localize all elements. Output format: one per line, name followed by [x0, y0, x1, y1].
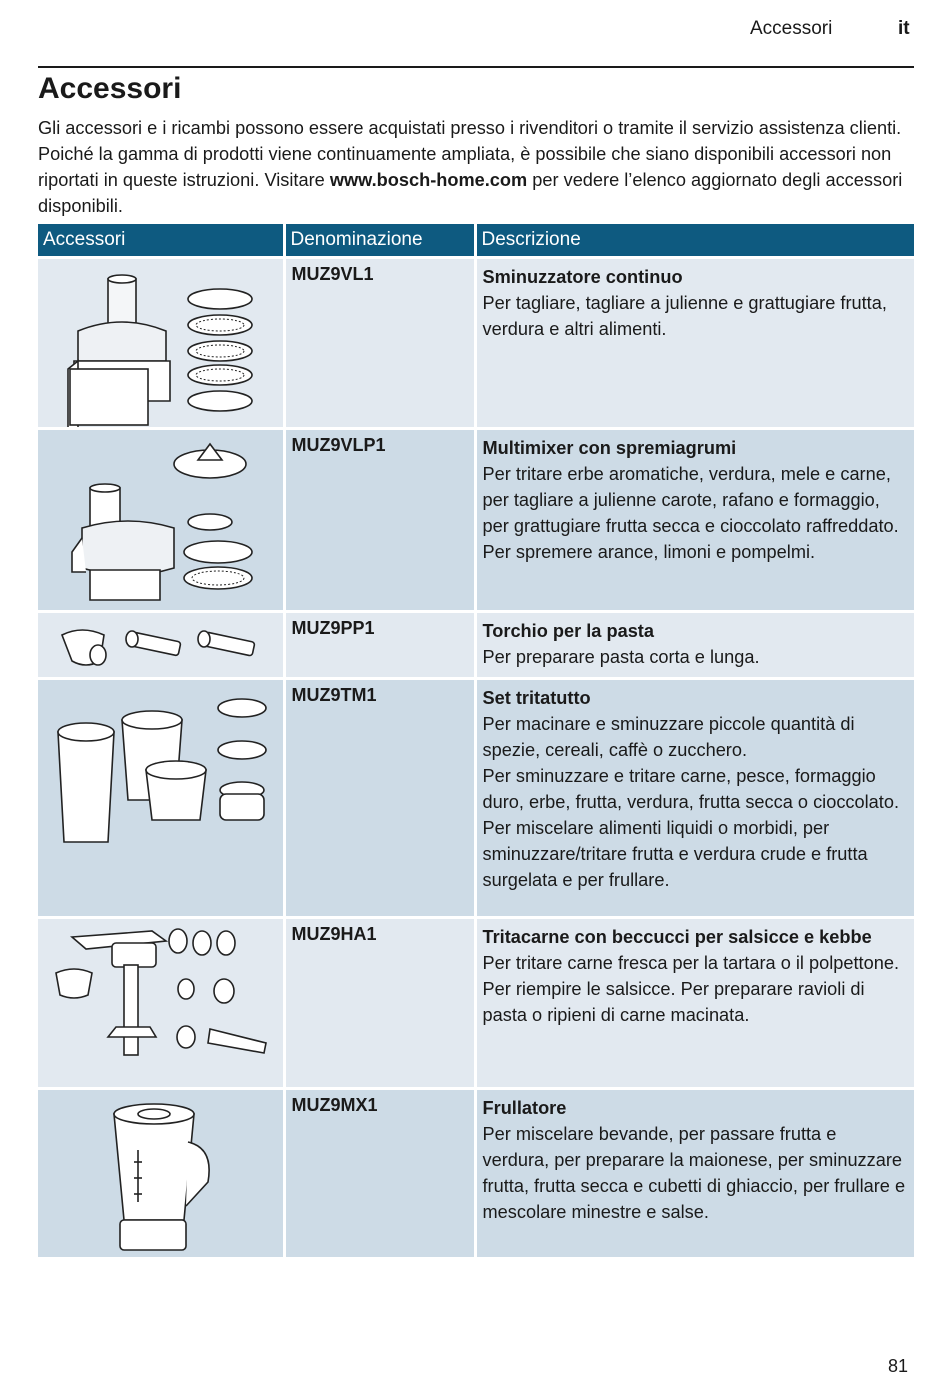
accessory-name: MUZ9VL1 [284, 258, 475, 429]
running-header-section: Accessori [750, 18, 833, 39]
accessory-image-cell [38, 429, 284, 612]
website-link[interactable]: www.bosch-home.com [329, 170, 528, 190]
accessory-title: Set tritatutto [482, 688, 591, 708]
table-row [38, 612, 914, 679]
accessory-title: Multimixer con spremiagrumi [482, 438, 737, 458]
accessory-title: Torchio per la pasta [482, 621, 654, 641]
running-header-language: it [898, 18, 910, 39]
accessory-image-cell [38, 918, 284, 1089]
table-row [38, 1089, 914, 1257]
multimixer-citrus-press-icon [38, 430, 284, 610]
accessory-description [475, 679, 914, 918]
accessory-image-cell [38, 1089, 284, 1257]
accessory-name: MUZ9VLP1 [284, 429, 475, 612]
accessory-title: Frullatore [482, 1098, 567, 1118]
accessory-image-cell [38, 612, 284, 679]
accessory-title: Tritacarne con beccucci per salsicce e kebbe [482, 927, 872, 947]
accessory-name: MUZ9MX1 [284, 1089, 475, 1257]
accessory-name: MUZ9PP1 [284, 612, 475, 679]
accessory-image-cell [38, 679, 284, 918]
accessories-table [38, 224, 914, 1257]
accessory-description [475, 1089, 914, 1257]
chopper-set-icon [38, 680, 284, 916]
page-title: Accessori [38, 72, 182, 105]
accessory-text: Per miscelare bevande, per passare frutta e verdura, per preparare la maionese, per sminuzzare frutta, frutta secca e cubetti di ghiaccio, per frullare e mescolare minestre e salse. [482, 1124, 906, 1222]
continuous-shredder-icon [38, 259, 284, 427]
accessory-text: Per macinare e sminuzzare piccole quantità di spezie, cereali, caffè o zucchero. Per sminuzzare e tritare carne, pesce, formaggio duro, erbe, frutta, verdura, frutta secca o cioccolato. Per miscelare alimenti liquidi o morbidi, per sminuzzare/tritare frutta e verdura crude e frutta surgelata e per frullare. [482, 714, 900, 890]
accessory-text: Per tritare carne fresca per la tartara o il polpettone. Per riempire le salsicce. Per preparare ravioli di pasta o ripieni di carne macinata. [482, 953, 900, 1025]
accessory-title: Sminuzzatore continuo [482, 267, 683, 287]
table-row [38, 258, 914, 429]
accessory-name: MUZ9TM1 [284, 679, 475, 918]
accessory-image-cell [38, 258, 284, 429]
page-number: 81 [888, 1356, 909, 1376]
intro-text-before: Gli accessori e i ricambi possono essere acquistati presso i rivenditori o tramite il servizio assistenza clienti. Poiché la gamma di prodotti viene continuamente ampliata, è possibile che siano disponibili accessori non riportati in queste istruzioni. Visitare [38, 118, 902, 190]
accessory-text: Per preparare pasta corta e lunga. [482, 647, 760, 667]
accessory-description [475, 429, 914, 612]
table-header-row [38, 224, 914, 258]
table-row [38, 429, 914, 612]
accessory-description [475, 612, 914, 679]
blender-icon [38, 1090, 284, 1255]
pasta-press-icon [38, 613, 284, 677]
meat-mincer-icon [38, 919, 284, 1087]
accessory-text: Per tagliare, tagliare a julienne e grattugiare frutta, verdura e altri alimenti. [482, 293, 887, 339]
accessory-text: Per tritare erbe aromatiche, verdura, mele e carne, per tagliare a julienne carote, rafano e formaggio, per grattugiare frutta secca e cioccolato raffreddato. Per spremere arance, limoni e pompelmi. [482, 464, 899, 562]
column-header-accessories: Accessori [38, 224, 284, 258]
accessory-description [475, 918, 914, 1089]
column-header-name: Denominazione [284, 224, 475, 258]
header-rule [38, 66, 914, 68]
column-header-description: Descrizione [475, 224, 914, 258]
accessory-description [475, 258, 914, 429]
table-row [38, 679, 914, 918]
table-row [38, 918, 914, 1089]
intro-text-after: per vedere l’elenco aggiornato degli accessori disponibili. [38, 170, 903, 216]
intro-paragraph [38, 115, 918, 219]
accessory-name: MUZ9HA1 [284, 918, 475, 1089]
